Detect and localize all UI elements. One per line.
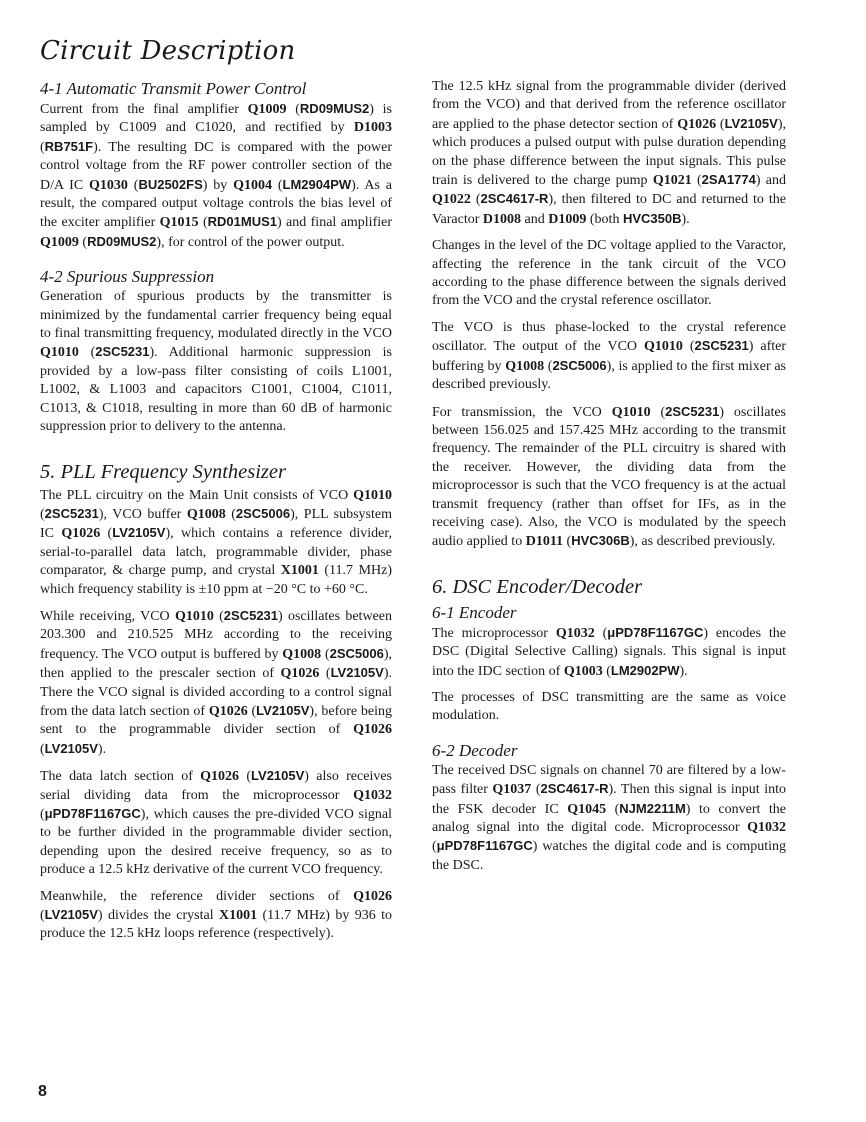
component-ref: D1009: [548, 211, 587, 227]
part-number: 2SC5231: [665, 403, 720, 419]
part-number: LV2105V: [44, 907, 98, 923]
text-run: ), before being sent to the programmable divider section of: [40, 703, 392, 738]
part-number: 2SC4617-R: [480, 191, 549, 207]
text-run: (: [40, 506, 45, 522]
component-ref: X1001: [218, 908, 258, 924]
text-run: ), then filtered to DC and returned to the Varactor: [432, 192, 786, 227]
section-6-1-paragraph-2: [432, 689, 786, 726]
component-ref: Q1026: [353, 722, 392, 738]
component-ref: Q1026: [353, 888, 392, 904]
text-run: ), as described previously.: [629, 534, 776, 550]
text-run: ).: [679, 663, 688, 679]
component-ref: Q1032: [353, 787, 392, 803]
text-run: ), then applied to the prescaler section of: [40, 646, 392, 682]
component-ref: Q1009: [247, 102, 287, 117]
text-run: (: [40, 908, 45, 924]
text-run: The received DSC signals on channel 70 are filtered by a low-pass filter: [432, 762, 786, 798]
text-run: (: [40, 139, 45, 155]
text-run: ), which produces a pulsed output with pulse duration depending on the phase difference between the input signals. This pulse train is delivered to the charge pump: [432, 116, 786, 189]
text-run: The PLL circuitry on the Main Unit consists of VCO: [40, 487, 354, 503]
part-number: 2SC5006: [552, 357, 607, 373]
part-number: RD09MUS2: [299, 101, 370, 116]
section-6-1-paragraph-1: [432, 624, 786, 681]
component-ref: Q1010: [40, 345, 79, 361]
part-number: μPD78F1167GC: [44, 806, 141, 821]
text-run: (: [78, 234, 88, 250]
text-run: The processes of DSC transmitting are the same as voice modulation.: [432, 689, 786, 724]
text-run: (: [594, 625, 608, 641]
component-ref: Q1009: [40, 234, 79, 250]
text-run: (: [40, 807, 45, 822]
text-run: (: [239, 769, 252, 785]
text-run: ) divides the crystal: [97, 908, 219, 924]
text-run: (11.7 MHz) which frequency stability is ±10 ppm at −20 °C to +60 °C.: [40, 563, 392, 597]
component-ref: Q1026: [677, 116, 717, 132]
text-run: (: [716, 116, 725, 132]
text-run: ) oscillates between 203.300 and 210.525 MHz according to the receiving frequency. The VCO output is buffered by: [40, 608, 392, 662]
text-run: ). The resulting DC is compared with the power control voltage from the RF power controller section of the D/A IC: [40, 139, 392, 193]
text-run: ), is applied to the first mixer as described previously.: [432, 358, 786, 393]
component-ref: Q1010: [611, 404, 651, 420]
text-run: ). There the VCO signal is divided according to a control signal from the data latch section of: [40, 666, 392, 719]
text-run: ) and: [755, 173, 786, 189]
part-number: LV2105V: [251, 768, 305, 784]
component-ref: D1003: [353, 120, 392, 136]
text-run: The 12.5 kHz signal from the programmable divider (derived from the VCO) and that derived from the reference oscillator are applied to the phase detector section of: [432, 79, 786, 132]
text-run: Current from the final amplifier: [40, 102, 248, 117]
part-number: LM2902PW: [610, 662, 680, 678]
text-run: (: [127, 177, 139, 193]
part-number: 2SC5006: [235, 505, 291, 521]
text-run: (: [321, 646, 330, 662]
part-number: LV2105V: [112, 525, 166, 541]
section-4-1-paragraph: [40, 100, 392, 252]
component-ref: Q1010: [353, 487, 392, 503]
text-run: (: [225, 506, 236, 522]
component-ref: Q1026: [208, 703, 248, 719]
section-4-2-heading: 4-2 Spurious Suppression: [40, 267, 215, 287]
text-run: and: [521, 211, 549, 227]
component-ref: Q1026: [280, 666, 320, 682]
part-number: 2SC5006: [329, 645, 384, 661]
text-run: The VCO is thus phase-locked to the crystal reference oscillator. The output of the VCO: [432, 319, 786, 355]
component-ref: Q1030: [89, 177, 128, 193]
text-run: ). Additional harmonic suppression is provided by a low-pass filter consisting of coils L1001, L1002, & L1003 and capacitors C1001, C1004, C1011, C1013, & C1018, resulting in more than 60 dB of harmonic suppression prior to delivery to the antenna.: [40, 345, 392, 435]
component-ref: Q1045: [567, 801, 607, 817]
text-run: The microprocessor: [432, 625, 556, 641]
text-run: Generation of spurious products by the transmitter is minimized by the fundamental carrier frequency being equal to final transmitting frequency, modulated directly in the VCO: [40, 289, 392, 342]
text-run: (: [40, 741, 45, 757]
text-run: For transmission, the VCO: [432, 404, 612, 420]
part-number: HVC350B: [622, 210, 682, 226]
text-run: ), which contains a reference divider, serial-to-parallel data latch, programmable divider, phase comparator, & charge pump, and crystal: [40, 526, 392, 579]
text-run: (: [432, 839, 437, 855]
text-run: (: [691, 173, 702, 189]
component-ref: Q1015: [159, 215, 199, 231]
section-5-heading: 5. PLL Frequency Synthesizer: [40, 460, 286, 483]
part-number: LV2105V: [44, 740, 98, 756]
text-run: ) and final amplifier: [276, 215, 392, 231]
part-number: 2SC5231: [694, 338, 749, 354]
component-ref: Q1008: [282, 646, 322, 662]
page-number: 8: [38, 1083, 47, 1100]
section-6-2-paragraph: [432, 762, 786, 875]
section-5-paragraph-1: [40, 487, 392, 599]
component-ref: Q1004: [233, 177, 272, 193]
section-5-paragraph-2: [40, 607, 392, 759]
text-run: (: [563, 534, 572, 550]
section-5-paragraph-4: [40, 888, 392, 944]
text-run: ), which causes the pre-divided VCO signal to be further divided in the programmable divider section, depending upon the desired receive frequency, so as to produce a 12.5 kHz derivative of the current VCO frequency.: [40, 807, 392, 878]
text-run: (: [319, 666, 331, 682]
section-4-1-heading: 4-1 Automatic Transmit Power Control: [40, 79, 307, 98]
component-ref: D1008: [482, 211, 522, 227]
part-number: 2SC5231: [44, 505, 99, 521]
text-run: ). Then this signal is input into the FSK decoder IC: [432, 782, 786, 817]
part-number: 2SC4617-R: [540, 781, 609, 797]
text-run: (: [213, 608, 224, 624]
section-5-paragraph-6: [432, 237, 786, 311]
part-number: NJM2211M: [619, 800, 686, 816]
section-4-2-paragraph: [40, 288, 392, 436]
component-ref: Q1022: [432, 192, 471, 208]
text-run: (: [682, 339, 695, 355]
part-number: μPD78F1167GC: [436, 838, 533, 854]
text-run: (: [470, 192, 481, 208]
part-number: RB751F: [44, 138, 94, 154]
page-title: Circuit Description: [40, 36, 296, 66]
part-number: 2SC5231: [95, 344, 150, 360]
component-ref: Q1032: [747, 820, 786, 835]
component-ref: Q1026: [200, 769, 240, 785]
part-number: 2SC5231: [223, 607, 279, 623]
component-ref: D1011: [525, 534, 564, 550]
text-run: ) also receives serial dividing data from the microprocessor: [40, 769, 392, 803]
section-5-paragraph-5: [432, 78, 786, 229]
text-run: While receiving, VCO: [40, 608, 175, 624]
text-run: ), PLL subsystem IC: [40, 506, 392, 542]
component-ref: Q1008: [505, 358, 545, 374]
part-number: LV2105V: [724, 115, 778, 131]
text-run: ) oscillates between 156.025 and 157.425 MHz according to the transmit frequency. The remainder of the PLL circuitry is shared with the receiver. However, the dividing data from the microprocessor is such that the VCO frequency is at the actual transmit frequency (rather than offset for IFs, as in the receiving case). Also, the VCO is modulated by the speech audio applied to: [432, 404, 787, 550]
part-number: BU2502FS: [138, 176, 203, 192]
text-run: (: [544, 358, 553, 374]
text-run: (: [198, 215, 208, 231]
text-run: (: [286, 102, 300, 117]
component-ref: Q1032: [555, 625, 595, 641]
text-run: (both: [586, 211, 623, 227]
section-5-paragraph-8: [432, 403, 786, 552]
text-run: (: [100, 526, 113, 542]
section-6-1-heading: 6-1 Encoder: [432, 602, 517, 622]
text-run: ) to convert the analog signal into the digital code. Microprocessor: [432, 801, 786, 835]
text-run: ), for control of the power output.: [156, 234, 345, 250]
text-run: ). As a result, the compared output voltage controls the bias level of the exciter amplifier: [40, 177, 393, 231]
text-run: (: [606, 801, 620, 817]
text-run: (11.7 MHz) by 936 to produce the 12.5 kHz loops reference (respectively).: [40, 908, 392, 942]
section-6-2-heading: 6-2 Decoder: [432, 740, 518, 760]
part-number: 2SA1774: [701, 172, 756, 188]
component-ref: Q1003: [563, 663, 603, 679]
text-run: ), VCO buffer: [98, 506, 187, 522]
component-ref: X1001: [280, 563, 319, 579]
text-run: ) after buffering by: [432, 339, 787, 374]
text-run: The data latch section of: [40, 769, 201, 785]
text-run: ) encodes the DSC (Digital Selective Calling) signals. This signal is input into the IDC section of: [432, 625, 786, 679]
part-number: LV2105V: [330, 665, 384, 681]
component-ref: Q1021: [652, 173, 692, 189]
text-run: ) by: [202, 177, 234, 193]
text-run: (: [272, 177, 283, 193]
section-6-heading: 6. DSC Encoder/Decoder: [432, 575, 643, 598]
left-column: [40, 78, 392, 952]
text-run: (: [650, 404, 666, 420]
text-run: (: [78, 345, 96, 361]
text-run: ).: [681, 211, 690, 227]
section-5-paragraph-7: [432, 319, 786, 395]
text-run: ) is sampled by C1009 and C1020, and rectified by: [40, 102, 392, 136]
component-ref: Q1037: [492, 782, 532, 798]
component-ref: Q1026: [61, 526, 101, 542]
text-run: ) watches the digital code and is computing the DSC.: [432, 839, 786, 873]
text-run: (: [531, 782, 541, 798]
component-ref: Q1008: [186, 506, 226, 522]
text-run: (: [602, 663, 611, 679]
component-ref: Q1010: [174, 608, 214, 624]
text-run: Meanwhile, the reference divider sections of: [40, 888, 354, 904]
text-run: (: [247, 703, 257, 719]
part-number: μPD78F1167GC: [607, 624, 704, 640]
text-run: Changes in the level of the DC voltage applied to the Varactor, affecting the reference in the tank circuit of the VCO according to the phase difference between the signals derived from the VCO and the crystal reference oscillator.: [432, 238, 786, 309]
part-number: HVC306B: [571, 533, 630, 549]
part-number: LM2904PW: [282, 176, 352, 192]
component-ref: Q1010: [643, 339, 683, 355]
part-number: RD01MUS1: [207, 214, 277, 230]
part-number: LV2105V: [256, 702, 310, 718]
right-column: [432, 78, 786, 883]
text-run: ).: [97, 741, 107, 757]
part-number: RD09MUS2: [87, 233, 157, 249]
section-5-paragraph-3: [40, 767, 392, 879]
